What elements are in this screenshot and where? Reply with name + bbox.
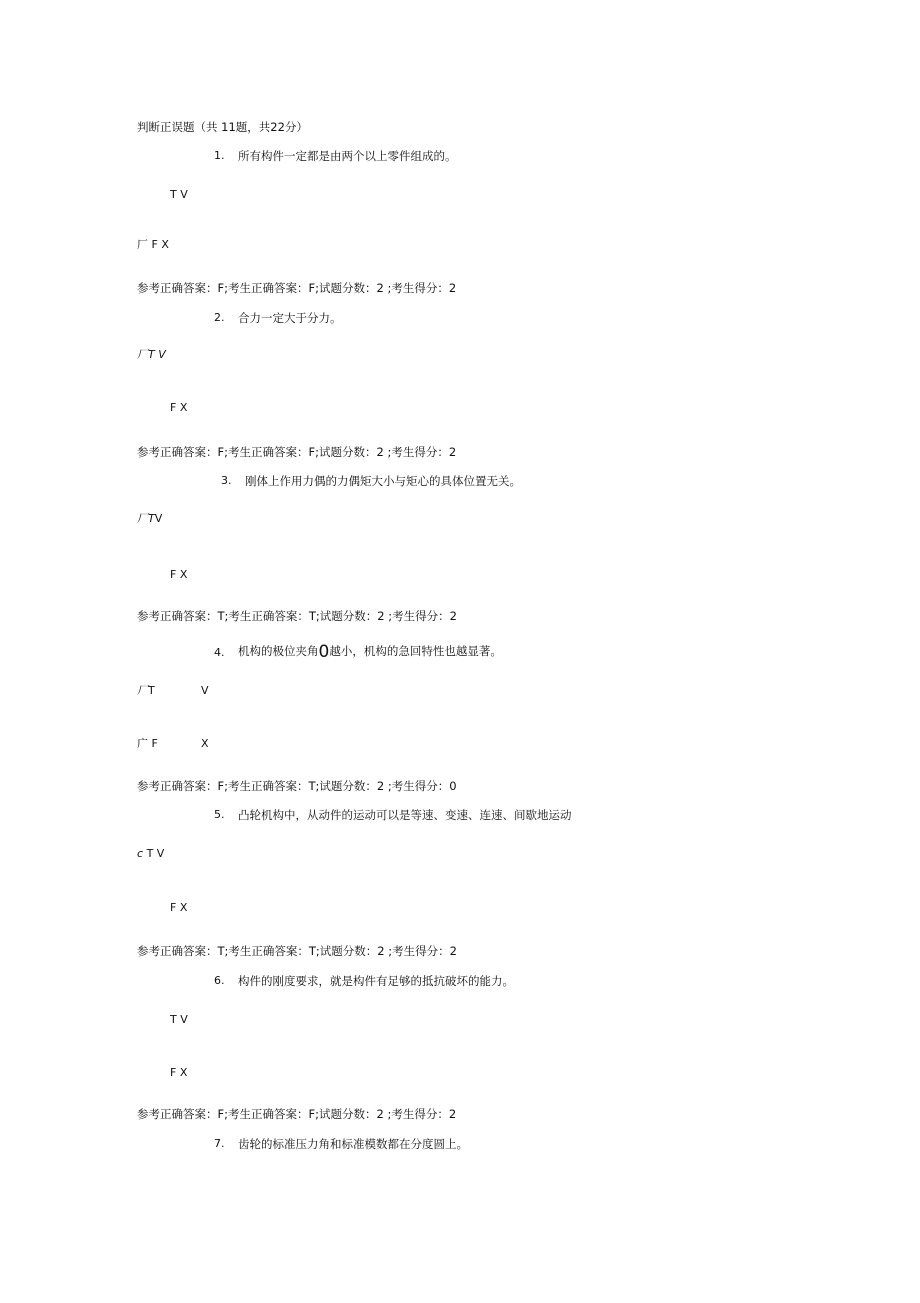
- option-true-letter: T: [148, 684, 155, 697]
- question-number: 3.: [221, 474, 232, 487]
- option-true[interactable]: [137, 846, 164, 862]
- question-number: 4.: [214, 646, 225, 659]
- answer-line: 参考正确答案：F;考生正确答案：T;试题分数：2 ;考生得分：0: [137, 779, 457, 793]
- answer-line: 参考正确答案：T;考生正确答案：T;试题分数：2 ;考生得分：2: [137, 609, 457, 623]
- answer-line: 参考正确答案：F;考生正确答案：F;试题分数：2 ;考生得分：2: [137, 281, 457, 295]
- option-false-x: X: [201, 737, 209, 750]
- option-true[interactable]: 厂T V: [137, 348, 166, 361]
- question-text: 所有构件一定都是由两个以上零件组成的。: [238, 149, 457, 163]
- option-false[interactable]: F X: [170, 1066, 188, 1079]
- question-number: 5.: [214, 808, 225, 821]
- option-true-mark: c: [137, 847, 144, 860]
- question-text: 合力一定大于分力。: [238, 311, 342, 325]
- question-number: 7.: [214, 1137, 225, 1150]
- option-false[interactable]: F X: [170, 401, 188, 414]
- question-text: 构件的刚度要求，就是构件有足够的抵抗破坏的能力。: [238, 974, 514, 988]
- question-text-part-a: 机构的极位夹角: [238, 644, 319, 658]
- question-text: 齿轮的标准压力角和标准模数都在分度圆上。: [238, 1137, 468, 1151]
- option-true[interactable]: [137, 683, 155, 699]
- option-true-mark: 厂: [137, 684, 148, 697]
- angle-symbol: 0: [318, 642, 330, 662]
- answer-line: 参考正确答案：F;考生正确答案：F;试题分数：2 ;考生得分：2: [137, 1107, 457, 1121]
- option-false[interactable]: F X: [170, 901, 188, 914]
- question-number: 2.: [214, 311, 225, 324]
- option-true-label: T V: [146, 847, 165, 860]
- option-false[interactable]: 广 F: [137, 737, 158, 750]
- option-true[interactable]: [137, 511, 162, 527]
- option-true-v: V: [201, 684, 209, 697]
- option-false[interactable]: F X: [170, 568, 188, 581]
- question-number: 6.: [214, 974, 225, 987]
- question-text: [238, 643, 502, 660]
- option-false[interactable]: 厂 F X: [137, 238, 169, 251]
- question-text: 刚体上作用力偶的力偶矩大小与矩心的具体位置无关。: [245, 474, 521, 488]
- section-title: 判断正误题（共 11题，共22分）: [137, 120, 308, 134]
- option-true-label: V: [154, 512, 163, 525]
- answer-line: 参考正确答案：F;考生正确答案：F;试题分数：2 ;考生得分：2: [137, 445, 457, 459]
- question-text-part-b: 越小，机构的急回特性也越显著。: [329, 644, 502, 658]
- option-true-mark: 厂T: [137, 512, 155, 525]
- option-true[interactable]: T V: [170, 188, 188, 201]
- question-number: 1.: [214, 149, 225, 162]
- option-true[interactable]: T V: [170, 1013, 188, 1026]
- answer-line: 参考正确答案：T;考生正确答案：T;试题分数：2 ;考生得分：2: [137, 944, 457, 958]
- question-text: 凸轮机构中，从动件的运动可以是等速、变速、连速、间歇地运动: [238, 808, 572, 822]
